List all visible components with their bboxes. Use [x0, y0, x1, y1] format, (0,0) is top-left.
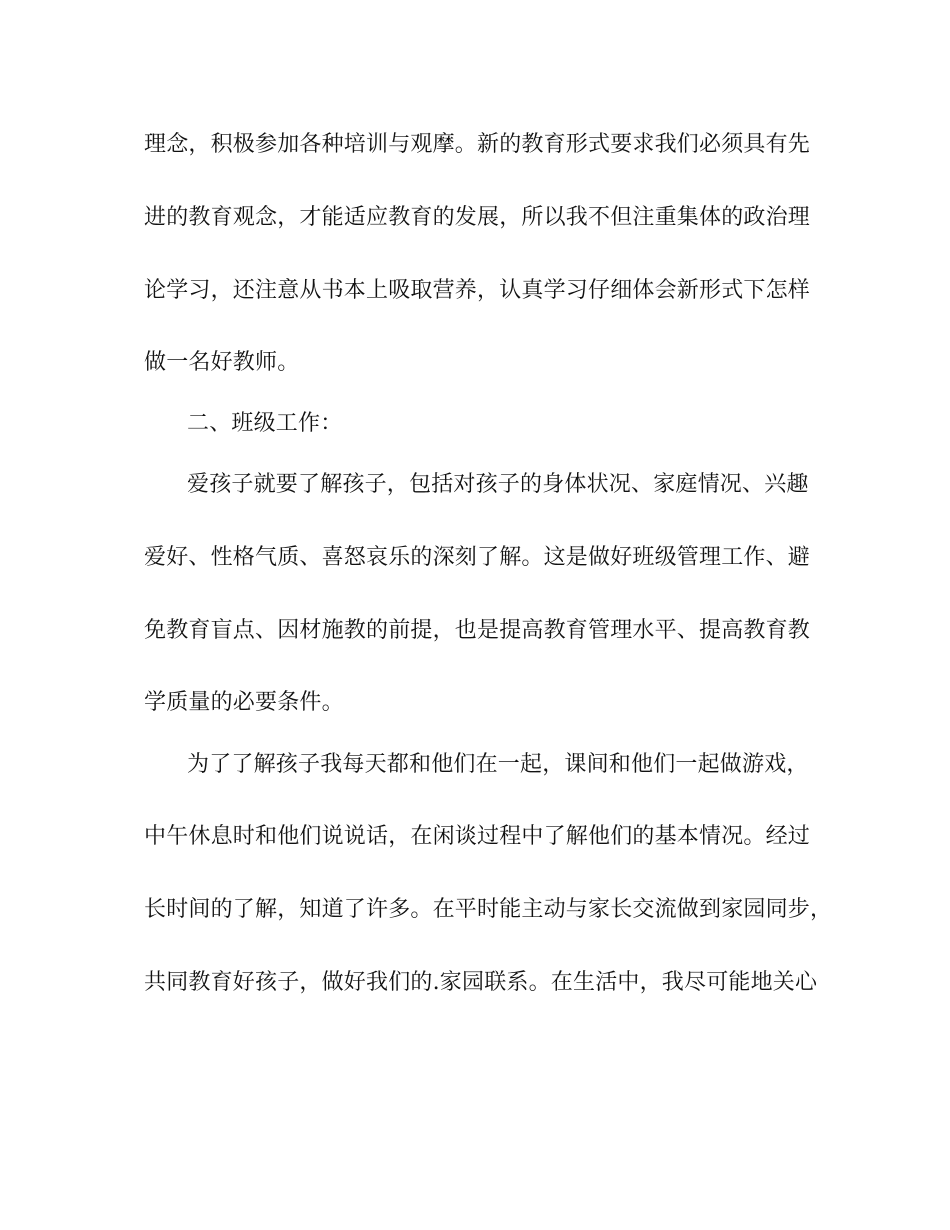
paragraph-line: 爱好、性格气质、喜怒哀乐的深刻了解。这是做好班级管理工作、避 — [144, 545, 811, 570]
paragraph-line: 理念，积极参加各种培训与观摩。新的教育形式要求我们必须具有先 — [144, 132, 811, 157]
paragraph-line: 爱孩子就要了解孩子，包括对孩子的身体状况、家庭情况、兴趣 — [187, 472, 809, 497]
paragraph-line: 中午休息时和他们说说话，在闲谈过程中了解他们的基本情况。经过 — [144, 824, 811, 849]
paragraph-line: 做一名好教师。 — [144, 350, 300, 375]
paragraph-line: 学质量的必要条件。 — [144, 690, 344, 715]
section-heading: 二、班级工作： — [187, 411, 343, 436]
paragraph-line: 为了了解孩子我每天都和他们在一起，课间和他们一起做游戏， — [187, 752, 809, 777]
paragraph-line: 长时间的了解，知道了许多。在平时能主动与家长交流做到家园同步， — [144, 897, 833, 922]
paragraph-line: 免教育盲点、因材施教的前提，也是提高教育管理水平、提高教育教 — [144, 618, 811, 643]
paragraph-line: 共同教育好孩子，做好我们的.家园联系。在生活中，我尽可能地关心 — [144, 970, 818, 995]
paragraph-line: 论学习，还注意从书本上吸取营养，认真学习仔细体会新形式下怎样 — [144, 278, 811, 303]
paragraph-line: 进的教育观念，才能适应教育的发展，所以我不但注重集体的政治理 — [144, 205, 811, 230]
